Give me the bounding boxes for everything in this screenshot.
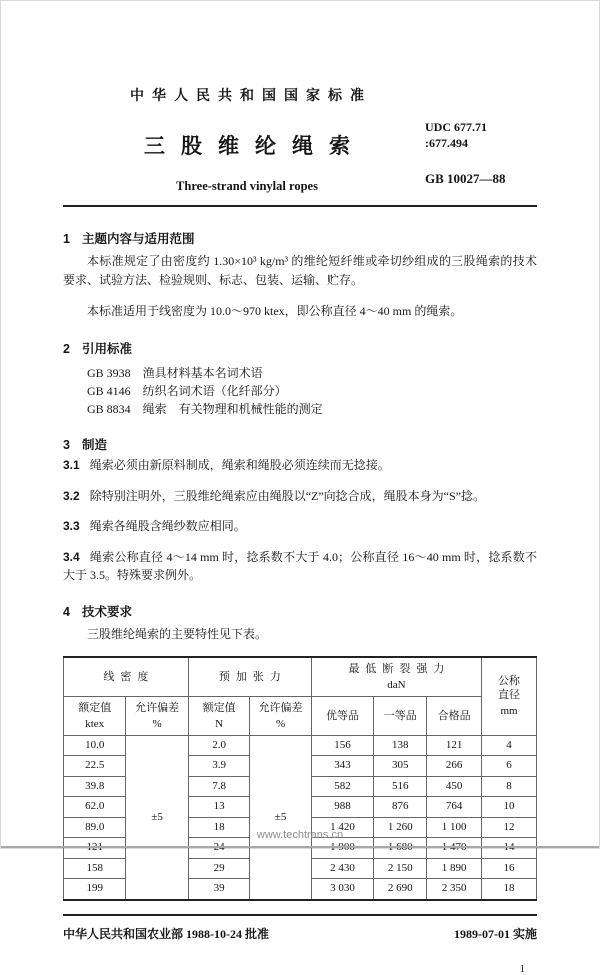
cell-qualified: 2 350 — [427, 879, 482, 900]
cell-first-grade: 2 690 — [374, 879, 427, 900]
cell-density-tolerance: ±5 — [126, 735, 188, 900]
section-4-title: 技术要求 — [81, 604, 132, 619]
cell-premium: 988 — [311, 797, 373, 818]
clause-3-3-number: 3.3 — [63, 519, 80, 533]
cell-qualified: 450 — [427, 776, 482, 797]
page-number: 1 — [519, 962, 525, 975]
cell-pretension-tolerance: ±5 — [250, 735, 311, 900]
table-sub-header-row — [64, 696, 537, 735]
cell-diameter: 12 — [482, 817, 537, 838]
clause-3-2-text: 除特别注明外，三股维纶绳索应由绳股以“Z”向捻合成，绳股本身为“S”捻。 — [89, 488, 485, 503]
clause-3-1-number: 3.1 — [63, 458, 80, 472]
cell-density: 62.0 — [64, 797, 126, 818]
cell-diameter: 4 — [482, 735, 537, 756]
udc-number-line2: :677.494 — [425, 136, 468, 150]
clause-3-3-text: 绳索各绳股含绳纱数应相同。 — [89, 519, 246, 533]
cell-diameter: 16 — [482, 858, 537, 879]
header-pretension-nominal: 额定值 N — [188, 696, 249, 735]
cell-diameter: 8 — [482, 776, 537, 797]
cell-first-grade: 516 — [374, 776, 427, 797]
cell-first-grade: 305 — [374, 756, 427, 777]
clause-3-1-text: 绳索必须由新原料制成，绳索和绳股必须连续而无捻接。 — [89, 458, 390, 472]
cell-pretension: 13 — [188, 797, 249, 818]
clause-3-3 — [63, 517, 537, 536]
cell-qualified: 1 890 — [427, 858, 482, 879]
cell-qualified: 1 100 — [427, 817, 482, 838]
implementation-text: 1989-07-01 实施 — [454, 926, 537, 941]
header-density-nominal: 额定值 ktex — [64, 696, 126, 735]
header-title-block — [63, 85, 425, 194]
table-row — [64, 735, 537, 756]
cell-pretension: 18 — [188, 817, 249, 838]
cell-pretension: 2.0 — [188, 735, 249, 756]
cell-diameter: 6 — [482, 756, 537, 777]
header-nominal-diameter: 公称 直径 mm — [482, 657, 537, 736]
reference-list — [63, 364, 537, 418]
clause-3-4-text: 绳索公称直径 4～14 mm 时，捻系数不大于 4.0；公称直径 16～40 mm 时，捻系数不大于 3.5。特殊要求例外。 — [63, 549, 537, 582]
section-3-heading — [63, 437, 537, 454]
clause-3-1 — [63, 456, 537, 475]
footer-divider — [63, 914, 537, 916]
header-linear-density-group: 线密度 — [64, 657, 189, 697]
cell-diameter: 10 — [482, 797, 537, 818]
document-header — [63, 1, 537, 194]
cell-pretension: 39 — [188, 879, 249, 900]
cell-premium: 1 420 — [311, 817, 373, 838]
section-scope — [63, 231, 537, 321]
cell-qualified: 266 — [427, 756, 482, 777]
cell-pretension: 29 — [188, 858, 249, 879]
section-1-title: 主题内容与适用范围 — [81, 232, 195, 246]
cell-density: 199 — [64, 879, 126, 900]
cell-density: 39.8 — [64, 776, 126, 797]
cell-qualified: 764 — [427, 797, 482, 818]
header-grade-first: 一等品 — [374, 696, 427, 735]
standard-code: GB 10027—88 — [425, 171, 506, 186]
cell-first-grade: 138 — [374, 735, 427, 756]
header-grade-qualified: 合格品 — [427, 696, 482, 735]
cell-diameter: 18 — [482, 879, 537, 900]
cell-first-grade: 2 150 — [374, 858, 427, 879]
section-1-heading — [63, 231, 537, 248]
udc-number-line1: UDC 677.71 — [425, 120, 487, 134]
scope-paragraph-1: 本标准规定了由密度约 1.30×10³ kg/m³ 的维纶短纤维或牵切纱组成的三股绳索的技术要求、试验方法、检验规则、标志、包装、运输、贮存。 — [63, 254, 537, 287]
section-manufacture — [63, 437, 537, 585]
cell-density: 158 — [64, 858, 126, 879]
document-title-chinese: 三股维纶绳索 — [144, 134, 366, 158]
section-2-number: 2 — [63, 342, 70, 356]
cell-premium: 582 — [311, 776, 373, 797]
header-density-tolerance: 允许偏差 % — [126, 696, 188, 735]
scan-edge — [1, 846, 599, 848]
section-3-number: 3 — [63, 438, 70, 452]
section-4-number: 4 — [63, 604, 70, 619]
specification-table — [63, 656, 537, 901]
cell-premium: 156 — [311, 735, 373, 756]
scope-paragraph-2: 本标准适用于线密度为 10.0～970 ktex，即公称直径 4～40 mm 的绳索。 — [87, 304, 463, 318]
cell-density: 10.0 — [64, 735, 126, 756]
header-divider — [63, 205, 537, 207]
header-code-block — [425, 85, 537, 194]
cell-premium: 2 430 — [311, 858, 373, 879]
reference-item: GB 8834 绳索 有关物理和机械性能的测定 — [87, 402, 323, 416]
cell-premium: 3 030 — [311, 879, 373, 900]
technical-intro: 三股维纶绳索的主要特性见下表。 — [87, 626, 268, 641]
cell-first-grade: 876 — [374, 797, 427, 818]
section-1-number: 1 — [63, 232, 70, 246]
header-pretension-group: 预加张力 — [188, 657, 311, 697]
section-technical-requirements — [63, 604, 537, 644]
cell-qualified: 121 — [427, 735, 482, 756]
cell-first-grade: 1 260 — [374, 817, 427, 838]
header-pretension-tolerance: 允许偏差 % — [250, 696, 311, 735]
watermark-text: www.techtrans.cn — [256, 829, 344, 841]
section-2-heading — [63, 341, 537, 358]
cell-pretension: 3.9 — [188, 756, 249, 777]
cell-pretension: 7.8 — [188, 776, 249, 797]
reference-item: GB 3938 渔具材料基本名词术语 — [87, 366, 263, 380]
section-3-title: 制造 — [81, 438, 107, 452]
clause-3-4 — [63, 548, 537, 585]
section-4-heading — [63, 604, 537, 621]
document-title-english: Three-strand vinylal ropes — [176, 179, 318, 193]
header-breaking-strength-group: 最低断裂强力 daN — [311, 657, 481, 697]
section-references — [63, 341, 537, 418]
footer-approval-line — [63, 925, 537, 942]
clause-3-4-number: 3.4 — [63, 549, 80, 564]
clause-3-2 — [63, 487, 537, 506]
header-grade-premium: 优等品 — [311, 696, 373, 735]
cell-density: 22.5 — [64, 756, 126, 777]
cell-density: 89.0 — [64, 817, 126, 838]
cell-premium: 343 — [311, 756, 373, 777]
approval-text: 中华人民共和国农业部 1988-10-24 批准 — [63, 926, 269, 941]
clause-3-2-number: 3.2 — [63, 488, 80, 503]
table-group-header-row — [64, 657, 537, 697]
standard-type-label: 中华人民共和国国家标准 — [130, 89, 372, 104]
reference-item: GB 4146 纺织名词术语（化纤部分） — [87, 384, 287, 398]
section-2-title: 引用标准 — [81, 342, 132, 356]
